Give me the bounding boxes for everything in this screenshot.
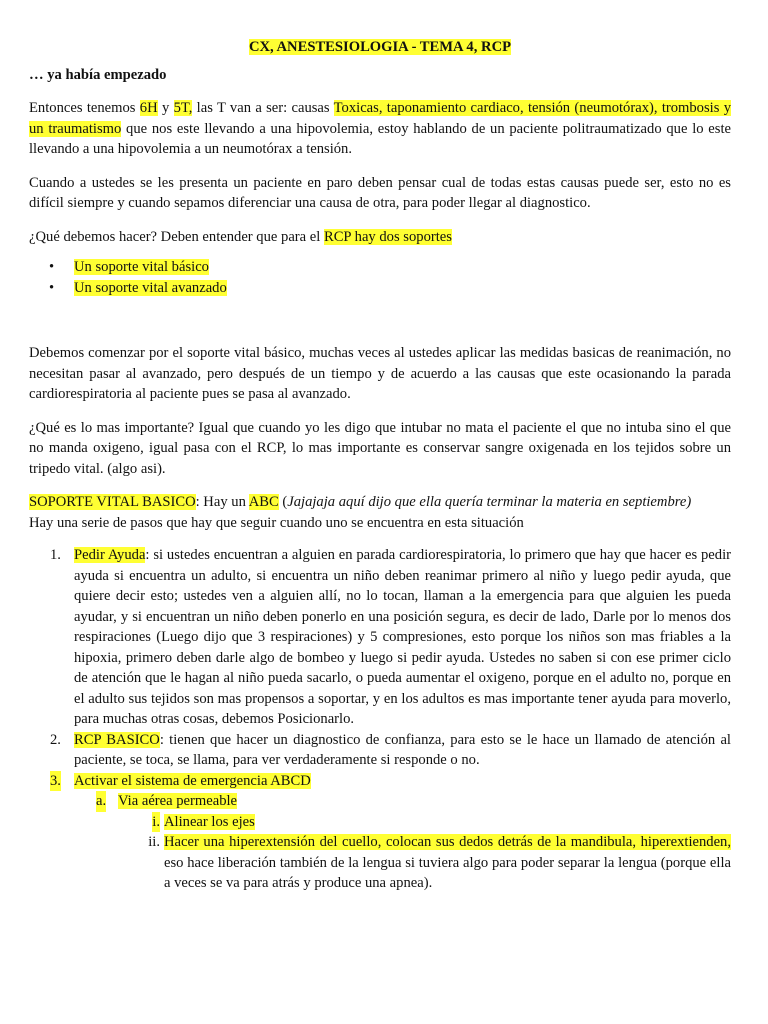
steps-list bbox=[29, 545, 731, 894]
bullet-text: Un soporte vital avanzado bbox=[74, 279, 227, 296]
list-item bbox=[29, 278, 731, 299]
spacer bbox=[29, 298, 731, 343]
step-number: 2. bbox=[50, 731, 61, 748]
substep-text: Alinear los ejes bbox=[164, 813, 255, 830]
paragraph-soporte-basico: Debemos comenzar por el soporte vital básico, muchas veces al ustedes aplicar las medidas basicas de reanimación, no necesitan pasar al avanzado, pero después de un tiempo y de acuerdo a las causas que este ocasionando la parada cardiorespiratoria al paciente pues se pasa al avanzado. bbox=[29, 345, 731, 402]
step-text: : si ustedes encuentran a alguien en parada cardiorespiratoria, lo primero que hay que hacer es pedir ayuda si encuentra un adulto, si encuentra un niño deben reanimar primero al niño y luego pedir ayuda, que quiere decir esto; ustedes ven a alguien allí, no lo tocan, llaman a la emergencia para que alguien les pueda ayudar, y si encuentran un niño deben ponerlo en una posición segura, es decir de lado, Darle por lo menos dos respiraciones (Luego dijo que 3 respiraciones) y 5 compresiones, esto porque los niños son mas friables a la hipoxia, primero deben darle algo de bombeo y luego si pedir ayuda. Ustedes no saben si con ese primer ciclo de atención que le hagan al niño pueda sacarlo, o pueda aumentar el oxigeno, porque en el adulto no, porque en el adulto sus tejidos son mas propensos a soportar, y en los adultos es mas importante tener ayuda para moverlo, para muchas otras cosas, debemos Posicionarlo. bbox=[74, 547, 731, 727]
step-number: 3. bbox=[50, 771, 61, 792]
substep-a bbox=[29, 791, 731, 812]
substep-marker: i. bbox=[152, 812, 160, 833]
paragraph-paro: Cuando a ustedes se les presenta un paciente en paro deben pensar cual de todas estas causas puede ser, esto no es difícil siempre y cuando sepamos diferenciar una causa de otra, para poder llegar al diagnostico. bbox=[29, 174, 731, 211]
step-label: RCP BASICO bbox=[74, 731, 160, 748]
bullet-icon: • bbox=[49, 259, 55, 275]
highlight-causes-list: Toxicas, taponamiento cardiaco, tensión (neumotórax), trombosis y un traumatismo bbox=[29, 100, 732, 137]
substep-ii bbox=[29, 832, 731, 894]
document-title bbox=[29, 37, 731, 58]
text-run: Entonces tenemos bbox=[29, 100, 140, 116]
step-item bbox=[29, 771, 731, 894]
substep-i bbox=[29, 812, 731, 833]
step-item bbox=[29, 545, 731, 730]
text-run: ( bbox=[278, 494, 288, 510]
title-highlight: CX, ANESTESIOLOGIA - TEMA 4, RCP bbox=[248, 39, 512, 55]
intro-line: … ya había empezado bbox=[29, 66, 167, 83]
step-item bbox=[29, 730, 731, 771]
substep-text: Hacer una hiperextensión del cuello, colocan sus dedos detrás de la mandibula, hiperextienden, bbox=[164, 834, 731, 850]
text-run: que nos este llevando a una hipovolemia, estoy hablando de un paciente politraumatizado que lo este llevando a una hipovolemia a un neumotórax a tensión. bbox=[29, 120, 731, 157]
text-run: y bbox=[157, 100, 174, 116]
substep-text: Via aérea permeable bbox=[118, 793, 238, 809]
highlight-abc: ABC bbox=[248, 494, 279, 510]
highlight-svb: SOPORTE VITAL BASICO bbox=[29, 494, 196, 510]
substep-marker: a. bbox=[96, 791, 106, 812]
highlight-6h: 6H bbox=[139, 100, 158, 116]
text-run: Hay una serie de pasos que hay que seguir cuando uno se encuentra en esta situación bbox=[29, 514, 524, 531]
highlight-rcp-soportes: RCP hay dos soportes bbox=[323, 228, 452, 245]
substep-marker: ii. bbox=[148, 834, 160, 850]
italic-aside: Jajajaja aquí dijo que ella quería terminar la materia en septiembre) bbox=[287, 494, 692, 510]
bullet-text: Un soporte vital básico bbox=[74, 259, 209, 275]
text-run: : Hay un bbox=[195, 494, 249, 510]
paragraph-importante: ¿Qué es lo mas importante? Igual que cuando yo les digo que intubar no mata el paciente el que no intuba sino el que no manda oxigeno, igual pasa con el RCP, lo mas importante es conservar sangre oxigenada en los tejidos sobre un tripedo vital. (algo asi). bbox=[29, 419, 731, 477]
substep-rest: eso hace liberación también de la lengua si tuviera algo para poder separar la lengua (porque ella a veces se va para atrás y produce una apnea). bbox=[164, 854, 731, 891]
paragraph-causes bbox=[29, 98, 731, 160]
paragraph-svb bbox=[29, 492, 731, 533]
bullet-icon: • bbox=[49, 279, 55, 296]
list-item bbox=[29, 257, 731, 278]
step-label: Activar el sistema de emergencia ABCD bbox=[74, 772, 311, 789]
step-text: : tienen que hacer un diagnostico de confianza, para esto se le hace un llamado de atención al paciente, se toca, se llama, para ver verdaderamente si responde o no. bbox=[74, 731, 731, 768]
soportes-list bbox=[29, 257, 731, 298]
highlight-5t: 5T, bbox=[173, 100, 193, 116]
text-run: ¿Qué debemos hacer? Deben entender que para el bbox=[29, 228, 324, 245]
step-number: 1. bbox=[50, 547, 61, 563]
step-label: Pedir Ayuda bbox=[74, 547, 146, 563]
paragraph-question bbox=[29, 227, 731, 248]
text-run: las T van a ser: causas bbox=[192, 100, 334, 116]
